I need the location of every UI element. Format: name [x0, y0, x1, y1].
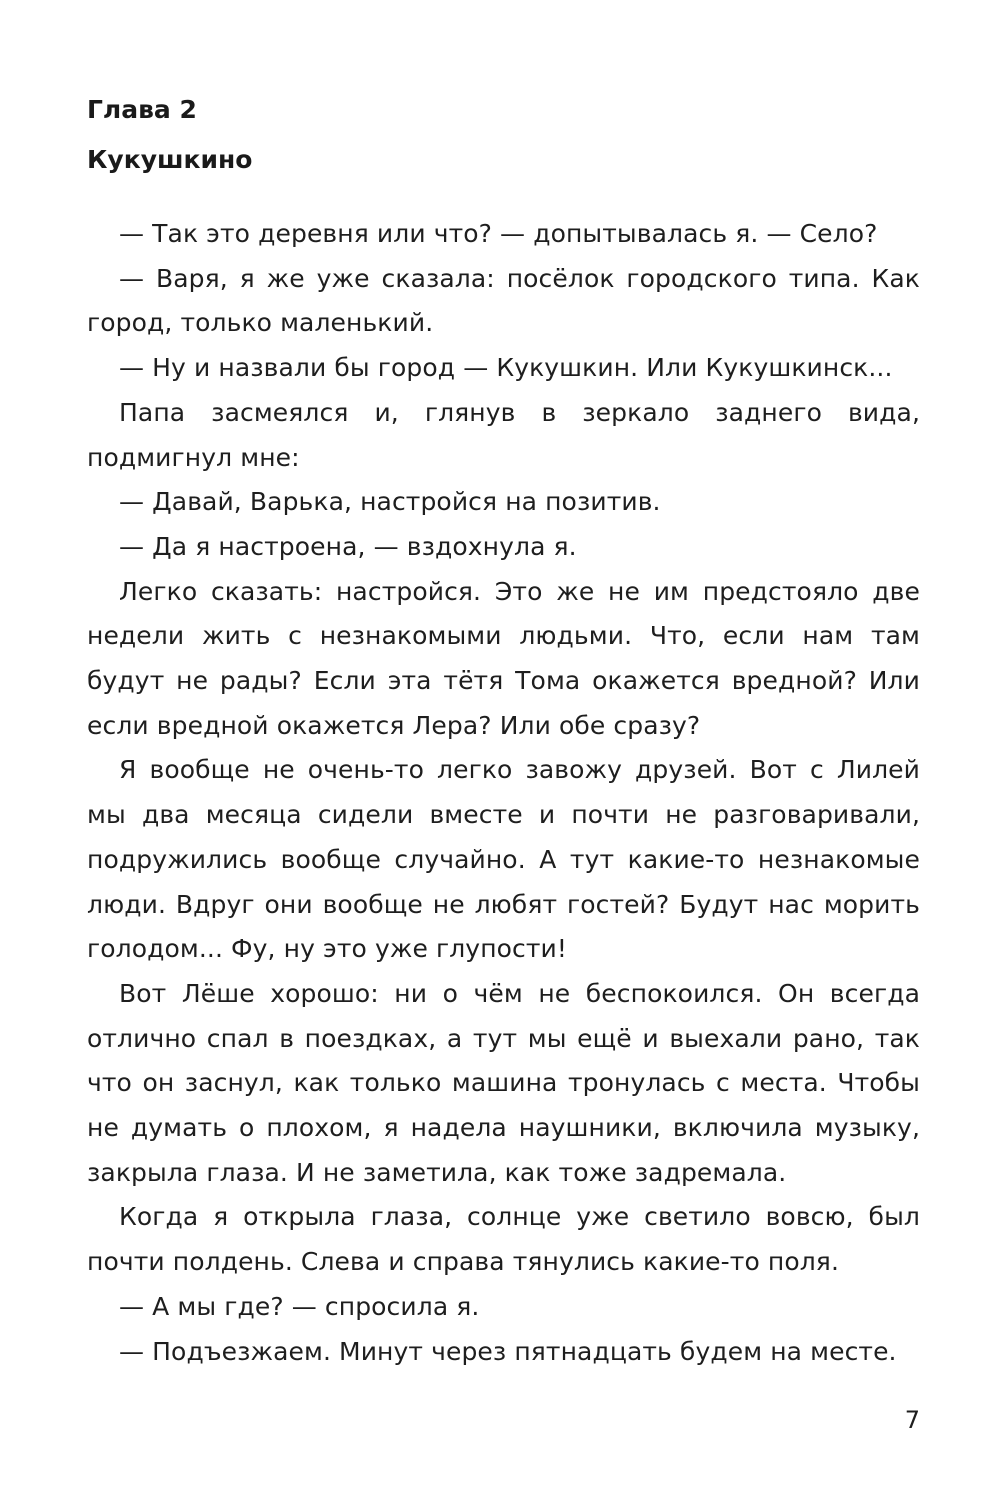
paragraph: — А мы где? — спросила я.	[119, 1291, 480, 1321]
page-number: 7	[904, 1406, 920, 1434]
paragraph: Легко сказать: настройся. Это же не им предстояло две недели жить с незнакомыми людьми. Что, если нам там будут не рады? Если эта тётя Тома окажется вредной? Или если вредной окажется Лера? Или обе сразу?	[87, 576, 920, 740]
paragraph: — Давай, Варька, настройся на позитив.	[119, 487, 661, 517]
paragraph: — Так это деревня или что? — допытывалась я. — Село?	[119, 219, 878, 248]
chapter-number: Глава 2	[87, 95, 197, 124]
paragraph: Когда я открыла глаза, солнце уже светило вовсю, был почти полдень. Слева и справа тянулись какие-то поля.	[87, 1202, 920, 1277]
paragraph: — Да я настроена, — вздохнула я.	[119, 531, 577, 561]
paragraph: Вот Лёше хорошо: ни о чём не беспокоился. Он всегда отлично спал в поездках, а тут мы ещё и выехали рано, так что он заснул, как только машина тронулась с места. Чтобы не думать о плохом, я надела наушники, включила музыку, закрыла глаза. И не заметила, как тоже задремала.	[87, 978, 920, 1187]
paragraph: — Ну и назвали бы город — Кукушкин. Или Кукушкинск...	[119, 353, 893, 383]
chapter-text	[87, 212, 920, 1374]
paragraph: — Подъезжаем. Минут через пятнадцать будем на месте.	[119, 1336, 897, 1366]
paragraph: Папа засмеялся и, глянув в зеркало заднего вида, подмигнул мне:	[87, 397, 920, 472]
paragraph: — Варя, я же уже сказала: посёлок городского типа. Как город, только маленький.	[87, 263, 920, 338]
chapter-title: Кукушкино	[87, 145, 253, 174]
paragraph: Я вообще не очень-то легко завожу друзей. Вот с Лилей мы два месяца сидели вместе и почти не разговаривали, подружились вообще случайно. А тут какие-то незнакомые люди. Вдруг они вообще не любят гостей? Будут нас морить голодом... Фу, ну это уже глупости!	[87, 755, 920, 964]
